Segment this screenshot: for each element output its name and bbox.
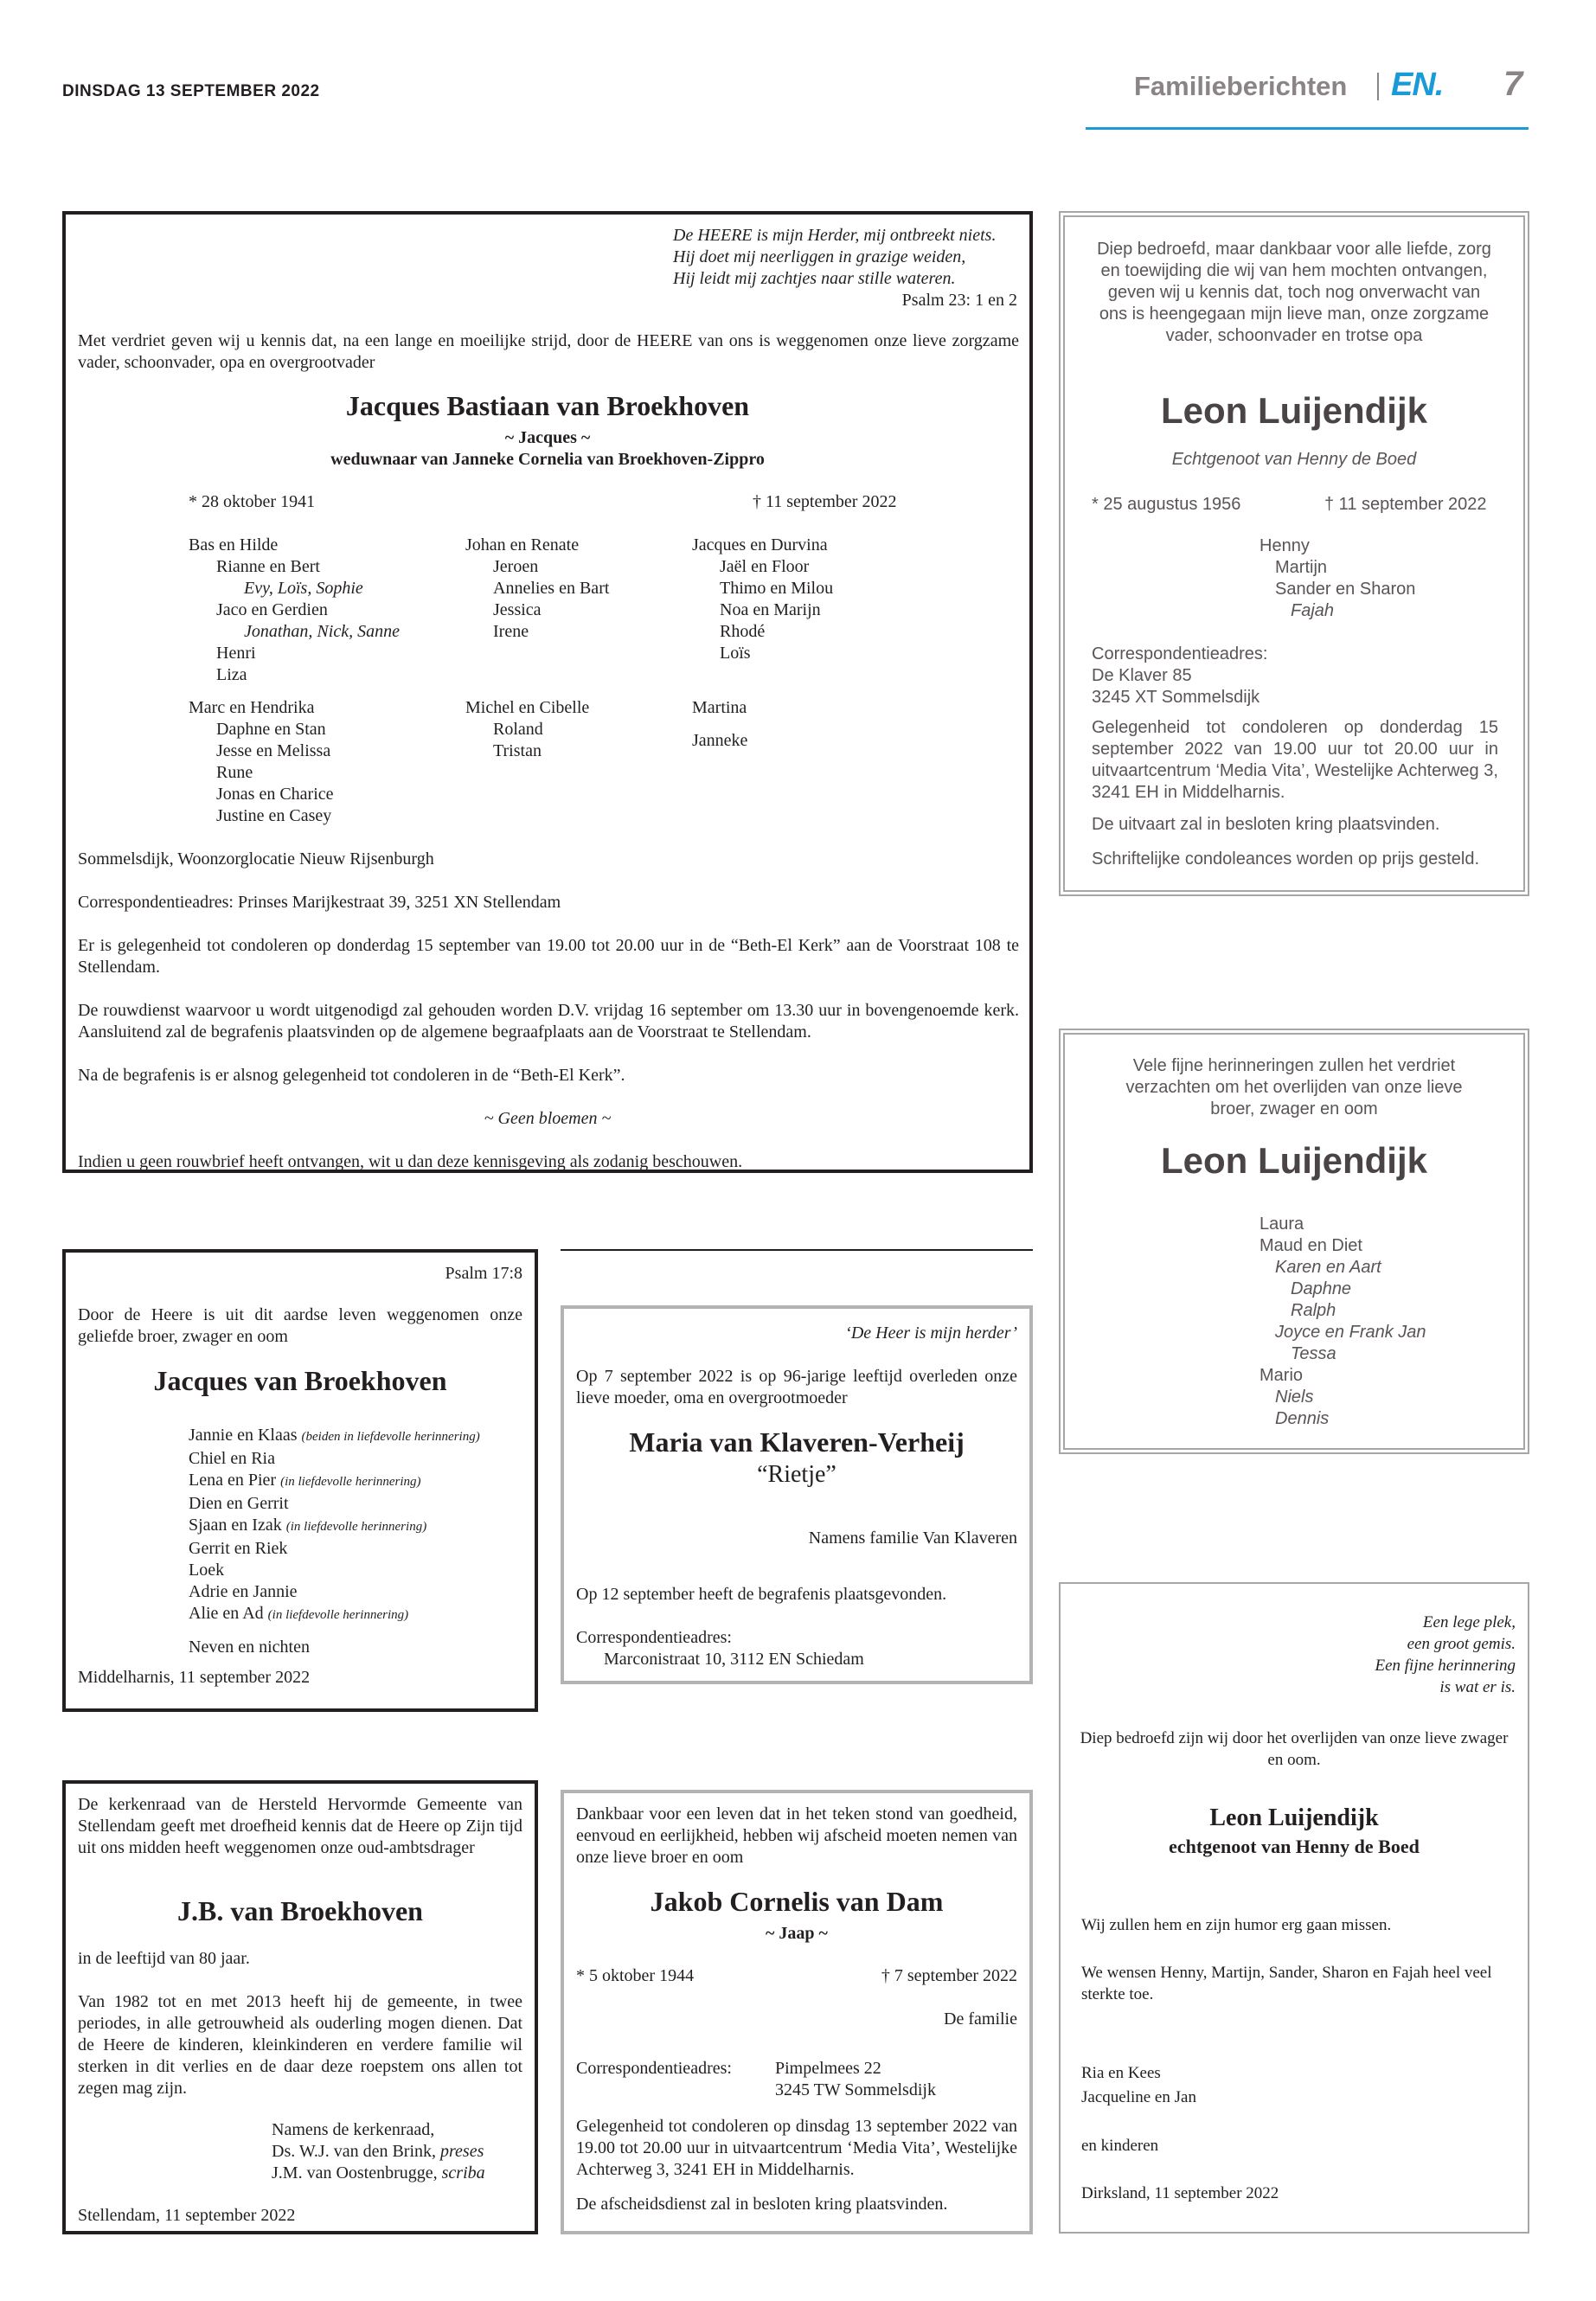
address-line: 3245 TW Sommelsdijk xyxy=(775,2080,936,2099)
ad-leon-luijendijk-family xyxy=(1059,211,1529,896)
signer: Ria en Kees xyxy=(1081,2064,1161,2082)
private-service: De afscheidsdienst zal in besloten kring plaatsvinden. xyxy=(576,2195,948,2214)
header-divider xyxy=(1377,73,1379,100)
intro-text: Diep bedroefd zijn wij door het overlijden van onze lieve zwager en oom. xyxy=(1080,1729,1509,1769)
death-date: † 11 september 2022 xyxy=(753,492,897,511)
family-member: Jonathan, Nick, Sanne xyxy=(244,622,400,641)
family-member: Ralph xyxy=(1291,1301,1336,1320)
ad-jacques-van-broekhoven xyxy=(62,1249,538,1712)
family-member: Jaco en Gerdien xyxy=(216,600,328,619)
signature-block xyxy=(272,2119,485,2184)
family-member: Joyce en Frank Jan xyxy=(1275,1323,1426,1342)
family-member: Johan en Renate xyxy=(465,535,580,554)
spouse-line: echtgenoot van Henny de Boed xyxy=(1169,1836,1420,1857)
ad-maria-van-klaveren xyxy=(561,1305,1033,1684)
family-member xyxy=(189,1603,480,1626)
psalm-reference: Psalm 23: 1 en 2 xyxy=(901,291,1017,310)
psalm-reference: Psalm 17:8 xyxy=(445,1264,522,1283)
deceased-name: Leon Luijendijk xyxy=(1160,1140,1427,1181)
family-list xyxy=(1259,535,1415,622)
intro-text: Met verdriet geven wij u kennis dat, na een lange en moeilijke strijd, door de HEERE van ons is weggenomen onze lieve zorgzame vader, schoonvader, opa en overgrootvader xyxy=(78,331,1019,372)
intro-text: Diep bedroefd, maar dankbaar voor alle liefde, zorg en toewijding die wij van hem mochten ontvangen, geven wij u kennis dat, toch nog onverwacht van ons is heengegaan mijn lieve man, onze zorgzame vader, schoonvader en trotse opa xyxy=(1097,240,1491,345)
place-line: Sommelsdijk, Woonzorglocatie Nieuw Rijsenburgh xyxy=(78,849,434,868)
address-line: Pimpelmees 22 xyxy=(775,2059,881,2078)
family-member: Tessa xyxy=(1291,1344,1336,1363)
family-col-1b xyxy=(189,697,334,827)
family-member: Sander en Sharon xyxy=(1275,580,1416,599)
member-name: Lena en Pier xyxy=(189,1471,277,1490)
address-label: Correspondentieadres: xyxy=(576,1628,732,1647)
signed-intro: Namens de kerkenraad, xyxy=(272,2120,435,2139)
intro-text: De kerkenraad van de Hersteld Hervormde Gemeente van Stellendam geeft met droefheid kennis dat de Heere op Zijn tijd uit ons midden heeft weggenomen onze oud-ambtsdrager xyxy=(78,1795,522,1857)
intro-text: Dankbaar voor een leven dat in het teken stond van goedheid, eenvoud en eerlijkheid, hebben wij afscheid moeten nemen van onze lieve broer en oom xyxy=(576,1804,1017,1867)
poem-line: Een fijne herinnering xyxy=(1375,1657,1516,1675)
nickname: “Rietje” xyxy=(757,1461,836,1488)
page-number: 7 xyxy=(1503,65,1523,103)
family-member: Henny xyxy=(1259,536,1310,555)
address-label: Correspondentieadres: xyxy=(1092,644,1268,663)
psalm-line: De HEERE is mijn Herder, mij ontbreekt niets. xyxy=(673,226,997,245)
age-line: in de leeftijd van 80 jaar. xyxy=(78,1949,250,1968)
family-line: De familie xyxy=(944,2009,1017,2029)
psalm-line: Hij doet mij neerliggen in grazige weiden, xyxy=(673,247,966,266)
header-rule xyxy=(1086,127,1529,130)
signer-name: Ds. W.J. van den Brink, xyxy=(272,2142,436,2161)
ad-leon-luijendijk-inlaws xyxy=(1059,1582,1529,2234)
signer xyxy=(272,2141,485,2163)
family-member: Maud en Diet xyxy=(1259,1236,1362,1255)
family-member: Daphne xyxy=(1291,1279,1352,1298)
member-note: (in liefdevolle herinnering) xyxy=(285,1520,427,1534)
deceased-name: J.B. van Broekhoven xyxy=(177,1895,423,1926)
signers xyxy=(1081,2061,1196,2158)
children-line: en kinderen xyxy=(1081,2137,1159,2155)
condolence-text: Er is gelegenheid tot condoleren op donderdag 15 september van 19.00 tot 20.00 uur in de “Beth-El Kerk” aan de Voorstraat 108 te Stellendam. xyxy=(78,936,1019,977)
ad-leon-luijendijk-siblings xyxy=(1059,1029,1529,1454)
signer-role: preses xyxy=(440,2142,484,2161)
section-title: Familieberichten xyxy=(1134,71,1348,101)
address-line: Correspondentieadres: Prinses Marijkestraat 39, 3251 XN Stellendam xyxy=(78,893,561,912)
member-note: (in liefdevolle herinnering) xyxy=(280,1475,421,1489)
member-name: Sjaan en Izak xyxy=(189,1516,282,1535)
family-list xyxy=(189,1425,480,1658)
family-col-2b xyxy=(465,697,589,762)
member-name: Adrie en Jannie xyxy=(189,1582,298,1601)
wish-text: We wensen Henny, Martijn, Sander, Sharon en Fajah heel veel sterkte toe. xyxy=(1081,1964,1492,2003)
family-member: Jesse en Melissa xyxy=(216,741,331,760)
family-member: Jessica xyxy=(493,600,542,619)
notice-text: Indien u geen rouwbrief heeft ontvangen, wit u dan deze kennisgeving als zodanig beschouwen. xyxy=(78,1152,743,1171)
page-date: DINSDAG 13 SEPTEMBER 2022 xyxy=(62,82,320,100)
miss-text: Wij zullen hem en zijn humor erg gaan missen. xyxy=(1081,1916,1392,1934)
poem-line: Een lege plek, xyxy=(1422,1613,1516,1631)
family-member xyxy=(189,1448,480,1470)
poem-line: is wat er is. xyxy=(1439,1678,1516,1696)
address-label: Correspondentieadres: xyxy=(576,2059,732,2078)
family-member xyxy=(189,1425,480,1448)
signer: Jacqueline en Jan xyxy=(1081,2088,1196,2106)
ad-jb-van-broekhoven-church xyxy=(62,1780,538,2234)
family-member xyxy=(189,1581,480,1603)
family-member: Marc en Hendrika xyxy=(189,698,315,717)
family-member: Martina xyxy=(692,698,747,717)
family-member xyxy=(189,1493,480,1515)
member-name: Loek xyxy=(189,1561,225,1580)
family-member: Jaël en Floor xyxy=(720,557,810,576)
death-date: † 7 september 2022 xyxy=(881,1966,1017,1985)
address-line: Marconistraat 10, 3112 EN Schiedam xyxy=(604,1650,864,1669)
family-member: Jacques en Durvina xyxy=(692,535,828,554)
death-date: † 11 september 2022 xyxy=(1324,495,1487,514)
family-member: Irene xyxy=(493,622,529,641)
family-member: Karen en Aart xyxy=(1275,1258,1381,1277)
family-member: Tristan xyxy=(493,741,542,760)
birth-date: * 5 oktober 1944 xyxy=(576,1966,695,1985)
family-member xyxy=(189,1538,480,1560)
family-member xyxy=(189,1515,480,1538)
family-member: Jonas en Charice xyxy=(216,785,334,804)
family-member: Rhodé xyxy=(720,622,766,641)
after-burial-text: Na de begrafenis is er alsnog gelegenheid tot condoleren in de “Beth-El Kerk”. xyxy=(78,1066,625,1085)
family-member: Bas en Hilde xyxy=(189,535,279,554)
family-col-1a xyxy=(189,535,400,686)
family-list xyxy=(1259,1214,1426,1430)
nickname: ~ Jacques ~ xyxy=(504,428,591,447)
family-member: Thimo en Milou xyxy=(720,579,834,598)
psalm-line: Hij leidt mij zachtjes naar stille wateren. xyxy=(673,269,956,288)
signer-name: J.M. van Oostenbrugge, xyxy=(272,2163,438,2182)
family-member: Evy, Loïs, Sophie xyxy=(244,579,363,598)
service-text: De rouwdienst waarvoor u wordt uitgenodigd zal gehouden worden D.V. vrijdag 16 september om 13.30 uur in bovengenoemde kerk. Aansluitend zal de begrafenis plaatsvinden op de algemene begraafplaats aan de Voorstraat te Stellendam. xyxy=(78,1001,1019,1042)
family-member: Janneke xyxy=(692,731,748,750)
birth-date: * 25 augustus 1956 xyxy=(1092,495,1241,514)
spouse-line: Echtgenoot van Henny de Boed xyxy=(1171,450,1417,469)
intro-text: Vele fijne herinneringen zullen het verdriet verzachten om het overlijden van onze lieve broer, zwager en oom xyxy=(1125,1056,1463,1118)
signer xyxy=(272,2163,485,2184)
family-member: Noa en Marijn xyxy=(720,600,821,619)
family-member: Daphne en Stan xyxy=(216,720,326,739)
family-member: Mario xyxy=(1259,1366,1304,1385)
member-name: Alie en Ad xyxy=(189,1604,264,1623)
family-member xyxy=(189,1560,480,1581)
family-member: Dennis xyxy=(1275,1409,1330,1428)
deceased-name: Leon Luijendijk xyxy=(1160,390,1427,431)
family-member xyxy=(189,1470,480,1493)
family-member: Jeroen xyxy=(493,557,539,576)
poem xyxy=(1375,1612,1516,1698)
member-name: Jannie en Klaas xyxy=(189,1426,298,1445)
family-member: Rianne en Bert xyxy=(216,557,320,576)
condolence-text: Gelegenheid tot condoleren op donderdag 15 september 2022 van 19.00 uur tot 20.00 uur in uitvaartcentrum ‘Media Vita’, Westelijke Achterweg 3, 3241 EH in Middelharnis. xyxy=(1092,718,1498,802)
member-name: Chiel en Ria xyxy=(189,1449,275,1468)
place-line: Stellendam, 11 september 2022 xyxy=(78,2206,296,2225)
no-flowers: ~ Geen bloemen ~ xyxy=(484,1109,612,1128)
ad-jakob-van-dam xyxy=(561,1790,1033,2234)
brand-logo: EN. xyxy=(1391,67,1444,103)
member-name: Gerrit en Riek xyxy=(189,1539,288,1558)
signature: Namens familie Van Klaveren xyxy=(808,1529,1017,1548)
family-member: Rune xyxy=(216,763,253,782)
family-col-2a xyxy=(465,535,609,643)
written-condolences: Schriftelijke condoleances worden op prijs gesteld. xyxy=(1092,849,1480,868)
deceased-name: Jakob Cornelis van Dam xyxy=(650,1886,944,1917)
intro-text: Op 7 september 2022 is op 96-jarige leeftijd overleden onze lieve moeder, oma en overgrootmoeder xyxy=(576,1367,1017,1407)
widower-line: weduwnaar van Janneke Cornelia van Broekhoven-Zippro xyxy=(330,450,765,469)
deceased-name: Maria van Klaveren-Verheij xyxy=(629,1426,965,1458)
family-col-3a xyxy=(692,535,833,664)
nickname: ~ Jaap ~ xyxy=(766,1924,828,1943)
family-member: Michel en Cibelle xyxy=(465,698,590,717)
member-note: (in liefdevolle herinnering) xyxy=(267,1608,409,1622)
member-note: (beiden in liefdevolle herinnering) xyxy=(301,1430,480,1444)
ad-jacques-bastiaan xyxy=(62,211,1033,1173)
body-text: Van 1982 tot en met 2013 heeft hij de gemeente, in twee periodes, in alle getrouwheid als ouderling mogen dienen. Dat de Heere de kinderen, kleinkinderen en verdere familie wil sterken in dit verlies en de daar deze roepstem ons allen tot zegen mag zijn. xyxy=(78,1992,522,2098)
address-line: 3245 XT Sommelsdijk xyxy=(1092,688,1260,707)
deceased-name: Leon Luijendijk xyxy=(1209,1804,1379,1831)
family-member: Loïs xyxy=(720,644,751,663)
family-member: Niels xyxy=(1275,1388,1314,1407)
birth-date: * 28 oktober 1941 xyxy=(189,492,316,511)
quote: ‘De Heer is mijn herder’ xyxy=(845,1324,1017,1343)
member-name: Dien en Gerrit xyxy=(189,1494,289,1513)
burial-text: Op 12 september heeft de begrafenis plaatsgevonden. xyxy=(576,1585,947,1604)
psalm-quote xyxy=(673,225,1019,290)
intro-text: Door de Heere is uit dit aardse leven weggenomen onze geliefde broer, zwager en oom xyxy=(78,1305,522,1346)
column-rule xyxy=(561,1249,1033,1251)
private-funeral: De uitvaart zal in besloten kring plaatsvinden. xyxy=(1092,815,1440,834)
family-member: Liza xyxy=(216,665,247,684)
signer-role: scriba xyxy=(441,2163,485,2182)
poem-line: een groot gemis. xyxy=(1407,1635,1516,1653)
family-member: Annelies en Bart xyxy=(493,579,610,598)
deceased-name: Jacques van Broekhoven xyxy=(153,1365,447,1396)
family-member: Martijn xyxy=(1275,558,1328,577)
family-member: Roland xyxy=(493,720,543,739)
address-block xyxy=(1092,644,1267,708)
nephews-line: Neven en nichten xyxy=(189,1638,310,1657)
address-block xyxy=(775,2058,936,2101)
place-line: Middelharnis, 11 september 2022 xyxy=(78,1668,311,1687)
family-member: Henri xyxy=(216,644,256,663)
address-line: De Klaver 85 xyxy=(1092,666,1192,685)
family-member: Justine en Casey xyxy=(216,806,332,825)
place-line: Dirksland, 11 september 2022 xyxy=(1081,2184,1279,2202)
condolence-text: Gelegenheid tot condoleren op dinsdag 13 september 2022 van 19.00 tot 20.00 uur in uitvaartcentrum ‘Media Vita’, Westelijke Achterweg 3, 3241 EH in Middelharnis. xyxy=(576,2117,1017,2179)
family-member: Laura xyxy=(1259,1215,1304,1234)
family-col-3b xyxy=(692,697,747,752)
deceased-name: Jacques Bastiaan van Broekhoven xyxy=(345,390,750,421)
family-member: Fajah xyxy=(1291,601,1335,620)
